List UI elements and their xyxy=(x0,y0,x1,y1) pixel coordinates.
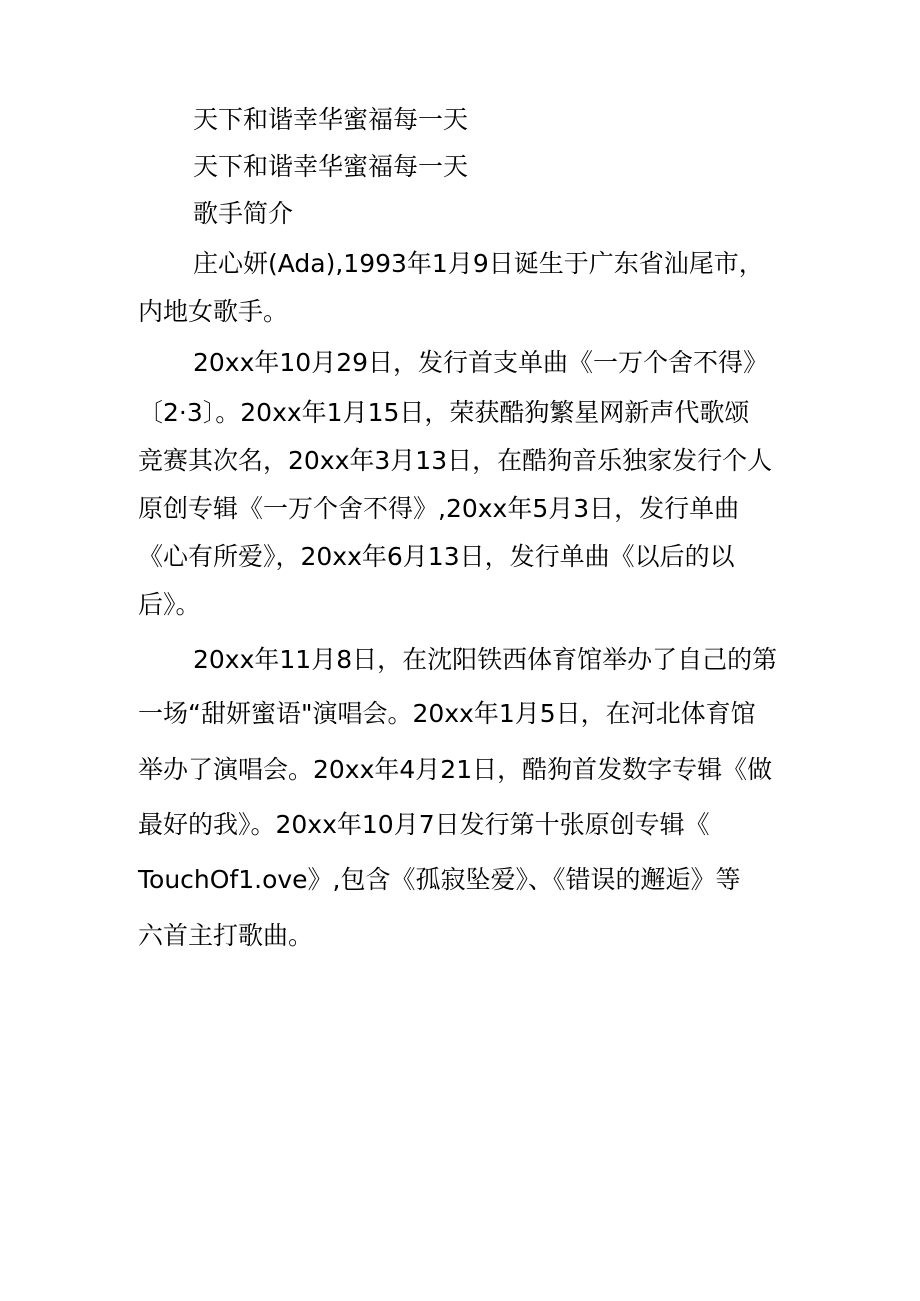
paragraph-3-line-5: TouchOf1.ove》,包含《孤寂坠爱》、《错误的邂逅》等 xyxy=(138,865,741,894)
paragraph-2-line-5: 《心有所爱》，20xx年6月13日，发行单曲《以后的以 xyxy=(138,542,735,571)
paragraph-1-line-1: 庄心妍(Ada),1993年1月9日诞生于广东省汕尾市， xyxy=(193,249,764,278)
paragraph-2-line-1: 20xx年10月29日，发行首支单曲《一万个舍不得》 xyxy=(193,348,769,377)
paragraph-2-line-4: 原创专辑《一万个舍不得》,20xx年5月3日，发行单曲 xyxy=(138,494,740,523)
paragraph-3-line-1: 20xx年11月8日，在沈阳铁西体育馆举办了自己的第 xyxy=(193,645,778,674)
section-heading: 歌手简介 xyxy=(193,199,294,228)
text-line-1: 天下和谐幸华蜜福每一天 xyxy=(193,105,469,134)
paragraph-2-line-6: 后》。 xyxy=(138,590,201,619)
paragraph-3-line-4: 最好的我》。20xx年10月7日发行第十张原创专辑《 xyxy=(138,810,710,839)
paragraph-3-line-2: 一场“甜妍蜜语"演唱会。20xx年1月5日，在河北体育馆 xyxy=(138,699,756,728)
text-line-2: 天下和谐幸华蜜福每一天 xyxy=(193,152,469,181)
paragraph-1-line-2: 内地女歌手。 xyxy=(138,297,289,326)
paragraph-2-line-2: 〔2·3〕。20xx年1月15日，荣获酷狗繁星网新声代歌颂 xyxy=(138,398,750,427)
paragraph-3-line-3: 举办了演唱会。20xx年4月21日，酷狗首发数字专辑《做 xyxy=(138,755,773,784)
paragraph-2-line-3: 竞赛其次名，20xx年3月13日，在酷狗音乐独家发行个人 xyxy=(138,446,773,475)
paragraph-3-line-6: 六首主打歌曲。 xyxy=(138,921,314,950)
